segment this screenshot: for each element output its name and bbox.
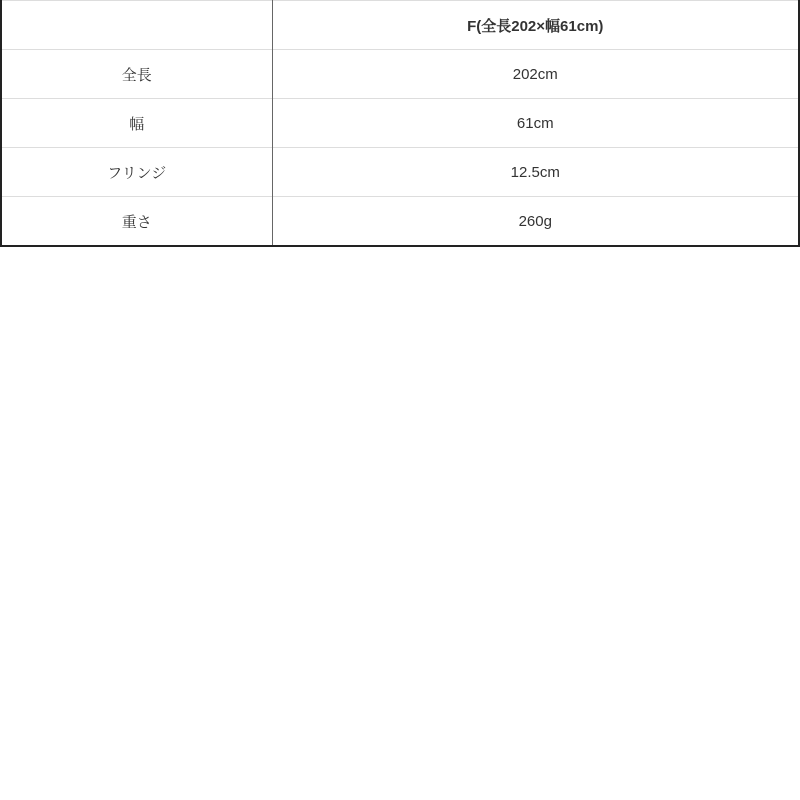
spec-row-value-width: 61cm (272, 99, 799, 148)
product-spec-table (0, 0, 800, 247)
spec-row-value-total-length: 202cm (272, 50, 799, 99)
spec-header-empty-cell (1, 1, 272, 50)
table-row (1, 197, 799, 247)
spec-row-value-weight: 260g (272, 197, 799, 247)
spec-header-row (1, 1, 799, 50)
spec-row-value-fringe: 12.5cm (272, 148, 799, 197)
spec-row-label-width: 幅 (1, 99, 272, 148)
spec-row-label-fringe: フリンジ (1, 148, 272, 197)
spec-header-size-cell: F(全長202×幅61cm) (272, 1, 799, 50)
table-row (1, 148, 799, 197)
spec-row-label-weight: 重さ (1, 197, 272, 247)
table-row (1, 50, 799, 99)
table-row (1, 99, 799, 148)
spec-row-label-total-length: 全長 (1, 50, 272, 99)
